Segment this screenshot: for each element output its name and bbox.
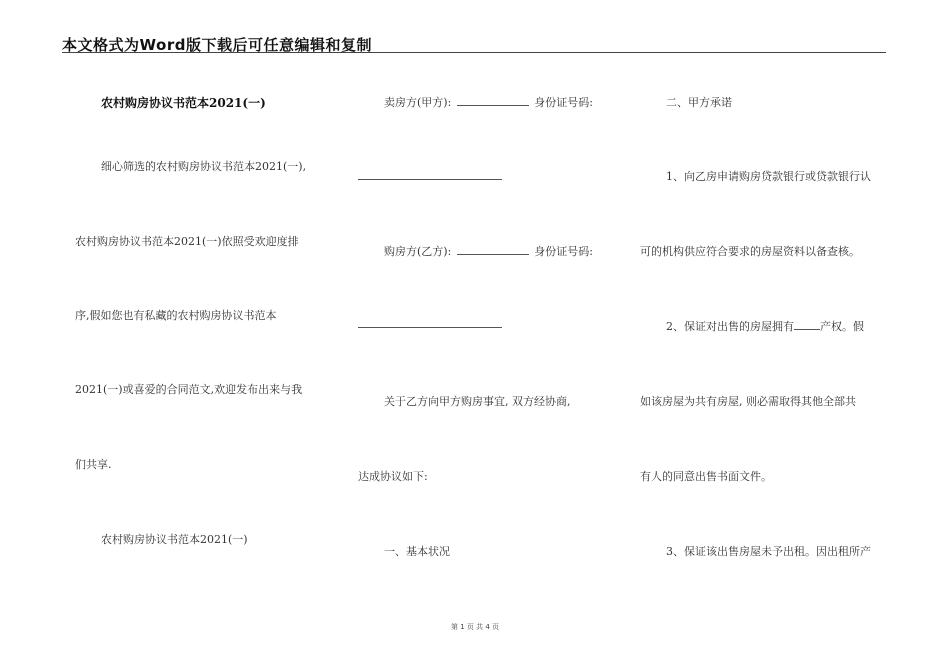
promise-line-3 [666,318,864,334]
section-party-a-promise: 二、甲方承诺 [666,96,732,109]
buyer-label: 购房方(乙方): [384,245,452,258]
buyer-id-label: 身份证号码: [534,245,594,258]
intro-line-2: 农村购房协议书范本2021(一)依照受欢迎度排 [75,235,299,248]
intro-line-3: 序,假如您也有私藏的农村购房协议书范本 [75,309,277,322]
seller-id-label: 身份证号码: [534,96,594,109]
document-header: 本文格式为Word版下载后可任意编辑和复制 [62,36,372,54]
agreement-para-line-1: 关于乙方向甲方购房事宜, 双方经协商, [384,395,571,408]
promise-line-5: 有人的同意出售书面文件。 [640,470,772,483]
intro-line-1: 细心筛选的农村购房协议书范本2021(一), [101,160,307,173]
page-footer: 第 1 页 共 4 页 [450,623,500,631]
intro-line-4: 2021(一)或喜爱的合同范文,欢迎发布出来与我 [75,383,303,396]
agreement-para-line-2: 达成协议如下: [358,470,428,483]
buyer-name-blank[interactable] [457,245,529,255]
contract-subtitle: 农村购房协议书范本2021(一) [101,533,248,546]
seller-line [384,94,593,110]
seller-label: 卖房方(甲方): [384,96,452,109]
promise-line-3-end: 产权。假 [820,320,864,333]
buyer-line [384,243,593,259]
promise-line-4: 如该房屋为共有房屋, 则必需取得其他全部共 [640,395,856,408]
left-column [75,0,325,672]
seller-id-blank[interactable] [358,179,502,180]
right-column [640,0,890,672]
property-right-blank[interactable] [794,320,820,330]
buyer-id-blank[interactable] [358,327,502,328]
seller-name-blank[interactable] [457,96,529,106]
promise-line-6: 3、保证该出售房屋未予出租。因出租所产 [666,545,871,558]
intro-line-5: 们共享. [75,458,112,471]
document-title: 农村购房协议书范本2021(一) [101,96,266,110]
promise-line-1: 1、向乙房申请购房贷款银行或贷款银行认 [666,170,871,183]
promise-line-2: 可的机构供应符合要求的房屋资料以备查核。 [640,245,860,258]
section-basic-status: 一、基本状况 [384,545,450,558]
promise-line-3-start: 2、保证对出售的房屋拥有 [666,320,794,333]
middle-column [358,0,618,672]
